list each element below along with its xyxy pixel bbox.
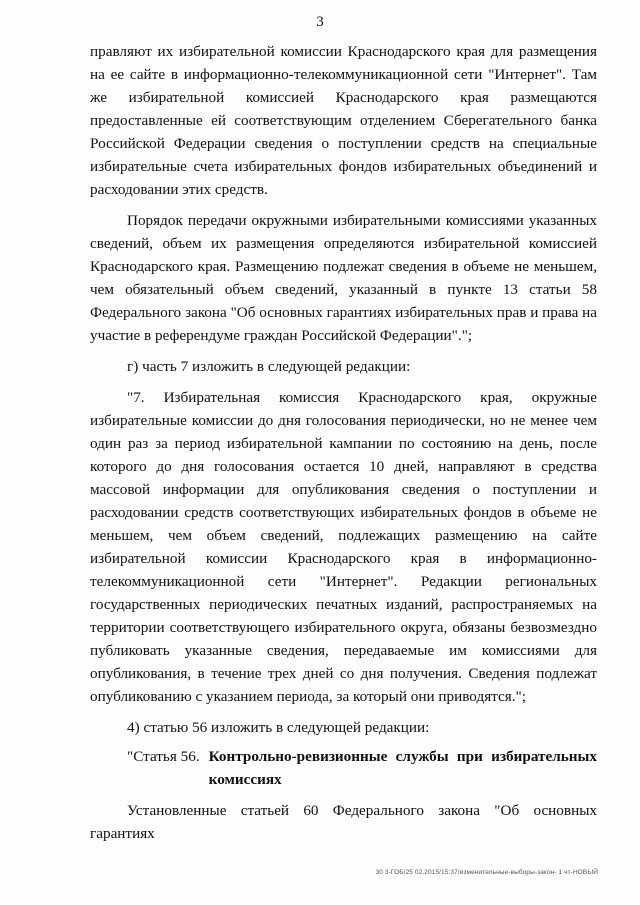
paragraph-amendment-part-7: г) часть 7 изложить в следующей редакции: [127,358,411,375]
footer-file-mark: 30 3-ГОБ/25 02.2015/15:37/изменительные-выборы-закон- 1 чт-НОВЫЙ [375,869,598,876]
document-body [90,40,597,845]
paragraph-continuation: правляют их избирательной комиссии Краснодарского края для размещения на ее сайте в информационно-телекоммуникационной сети "Интернет". Там же избирательной комиссией Краснодарского края размещаются предоставленные ей соответствующим отделением Сберегательного банка Российской Федерации сведения о поступлении средств на специальные избирательные счета избирательных фондов избирательных объединений и расходовании этих средств. [90,43,597,198]
article-title: Контрольно-ревизионные службы при избирательных комиссиях [208,748,597,788]
paragraph-article-56-start: Установленные статьей 60 Федерального закона "Об основных гарантиях [90,802,597,842]
page-number: 3 [316,14,324,30]
article-number: "Статья 56. [127,748,200,765]
paragraph-transfer-procedure: Порядок передачи окружными избирательными комиссиями указанных сведений, объем их размещения определяются избирательной комиссией Краснодарского края. Размещению подлежат сведения в объеме не меньшем, чем обязательный объем сведений, указанный в пункте 13 статьи 58 Федерального закона "Об основных гарантиях избирательных прав и права на участие в референдуме граждан Российской Федерации"."; [90,212,597,344]
paragraph-part-7-text: "7. Избирательная комиссия Краснодарского края, окружные избирательные комиссии до дня голосования периодически, но не менее чем один раз за период избирательной кампании по состоянию на день, после которого до дня голосования остается 10 дней, направляют в средства массовой информации для опубликования сведения о поступлении и расходовании средств соответствующих избирательных фондов в объеме не меньшем, чем объем сведений, подлежащих размещению на сайте избирательной комиссии Краснодарского края в информационно-телекоммуникационной сети "Интернет". Редакции региональных государственных периодических печатных изданий, распространяемых на территории соответствующего избирательного округа, обязаны безвозмездно публиковать указанные сведения, передаваемые им комиссиями для опубликования, в течение трех дней со дня получения. Сведения подлежат опубликованию с указанием периода, за который они приводятся."; [90,389,597,705]
paragraph-amendment-article-56: 4) статью 56 изложить в следующей редакции: [127,719,430,736]
article-heading [90,745,597,791]
